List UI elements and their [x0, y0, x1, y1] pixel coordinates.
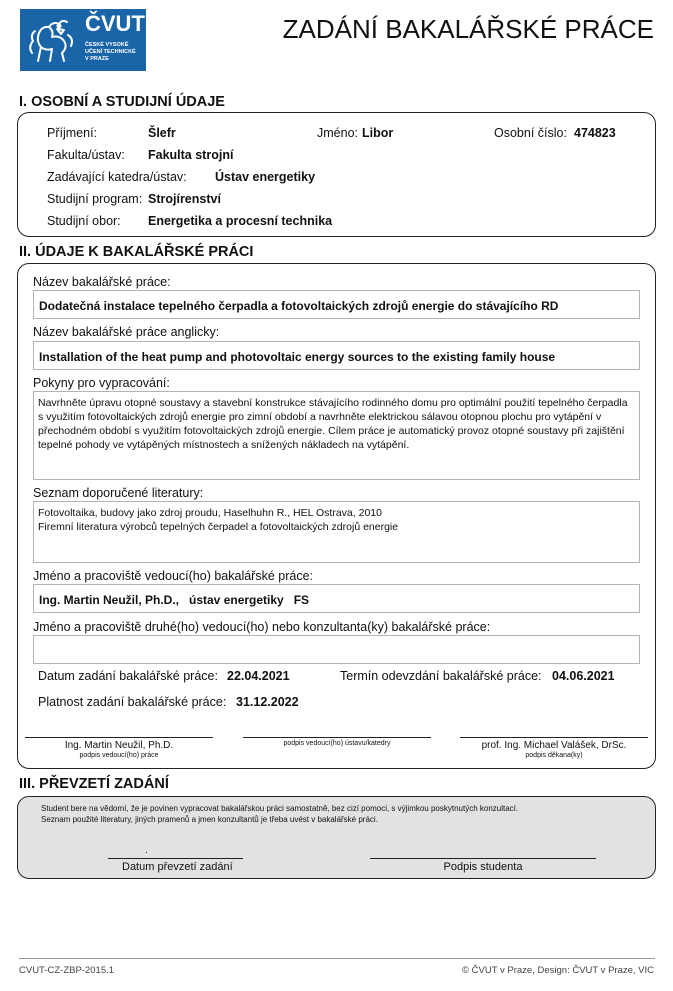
footer-divider [19, 958, 655, 959]
instructions-field [33, 391, 640, 480]
date-dot: . [145, 845, 148, 856]
supervisor-value: Ing. Martin Neužil, Ph.D., ústav energetiky FS [39, 593, 310, 607]
study-field-label: Studijní obor: [47, 214, 121, 228]
faculty-label: Fakulta/ústav: [47, 148, 125, 162]
date-assigned-value: 22.04.2021 [227, 669, 290, 683]
literature-item: Fotovoltaika, budovy jako zdroj proudu, Haselhuhn R., HEL Ostrava, 2010 [38, 507, 382, 519]
supervisor-signature-name: Ing. Martin Neužil, Ph.D. [64, 740, 174, 751]
id-label: Osobní číslo: [494, 126, 567, 140]
thesis-title-en-field [33, 341, 640, 370]
signature-line-head [243, 737, 431, 738]
instructions-text: Navrhněte úpravu otopné soustavy a stavební konstrukce stávajícího rodinného domu pro optimální použití tepelného čerpadla s využitím fotovoltaických zdrojů energie pro zimní období a navrhněte elektrickou sálavou otopnou plochu pro vytápění v přechodném období s využitím fotovoltaických zdrojů energie. Cílem práce je automatický provoz otopné soustavy při zajištění tepelné pohody ve vytápěných místnostech a snížených nákladech na vytápění. [38, 397, 628, 451]
student-signature-line [370, 858, 596, 859]
dean-signature-name: prof. Ing. Michael Valášek, DrSc. [481, 740, 627, 751]
program-value: Strojírenství [148, 192, 221, 206]
date-assigned-label: Datum zadání bakalářské práce: [38, 669, 218, 683]
footer-copyright: © ČVUT v Praze, Design: ČVUT v Praze, VIC [462, 965, 654, 976]
handover-statement [41, 803, 518, 825]
second-supervisor-label: Jméno a pracoviště druhé(ho) vedoucí(ho) nebo konzultanta(ky) bakalářské práce: [33, 620, 491, 634]
signature-line-supervisor [25, 737, 213, 738]
deadline-value: 04.06.2021 [552, 669, 615, 683]
instructions-label: Pokyny pro vypracování: [33, 376, 170, 390]
validity-value: 31.12.2022 [236, 695, 299, 709]
handover-line-1: Student bere na vědomí, že je povinen vypracovat bakalářskou práci samostatně, bez cizí pomoci, s výjimkou poskytnutých konzultací. [41, 804, 519, 813]
supervisor-label: Jméno a pracoviště vedoucí(ho) bakalářské práce: [33, 569, 314, 583]
section1-heading: I. OSOBNÍ A STUDIJNÍ ÚDAJE [19, 94, 225, 110]
handover-line-2: Seznam použité literatury, jiných pramenů a jmen konzultantů je třeba uvést v bakalářské práci. [41, 815, 378, 824]
student-signature-caption: Podpis studenta [443, 861, 523, 873]
cvut-logo [20, 9, 146, 71]
deadline-label: Termín odevzdání bakalářské práce: [340, 669, 542, 683]
department-value: Ústav energetiky [215, 170, 316, 184]
department-label: Zadávající katedra/ústav: [47, 170, 187, 184]
surname-label: Příjmení: [47, 126, 98, 140]
date-received-line [108, 858, 243, 859]
lion-emblem-icon [24, 13, 78, 67]
validity-label: Platnost zadání bakalářské práce: [38, 695, 227, 709]
page-title: ZADÁNÍ BAKALÁŘSKÉ PRÁCE [282, 14, 654, 44]
footer-form-code: CVUT-CZ-ZBP-2015.1 [19, 965, 115, 976]
thesis-title-en-label: Název bakalářské práce anglicky: [33, 325, 220, 339]
thesis-title-field [33, 290, 640, 319]
logo-wordmark: ČVUT [85, 11, 145, 36]
literature-item: Firemní literatura výrobců tepelných čerpadel a fotovoltaických zdrojů energie [38, 521, 399, 533]
study-field-value: Energetika a procesní technika [148, 214, 333, 228]
surname-value: Šlefr [148, 126, 176, 140]
section3-heading: III. PŘEVZETÍ ZADÁNÍ [19, 776, 169, 792]
logo-subtitle: ČESKÉ VYSOKÉ UČENÍ TECHNICKÉ V PRAZE [85, 42, 136, 62]
signature-line-dean [460, 737, 648, 738]
head-signature-caption: podpis vedoucí(ho) ústavu/katedry [283, 740, 391, 747]
supervisor-signature-caption: podpis vedoucí(ho) práce [79, 752, 159, 759]
literature-field [33, 501, 640, 563]
id-value: 474823 [574, 126, 616, 140]
section2-heading: II. ÚDAJE K BAKALÁŘSKÉ PRÁCI [19, 244, 254, 260]
dean-signature-caption: podpis děkana(ky) [525, 752, 583, 759]
date-received-caption: Datum převzetí zadání [122, 861, 233, 873]
literature-label: Seznam doporučené literatury: [33, 486, 204, 500]
second-supervisor-field [33, 635, 640, 664]
supervisor-field [33, 584, 640, 613]
faculty-value: Fakulta strojní [148, 148, 234, 162]
thesis-title-value: Dodatečná instalace tepelného čerpadla a fotovoltaických zdrojů energie do stávajícího RD [39, 299, 559, 313]
thesis-title-en-value: Installation of the heat pump and photovoltaic energy sources to the existing family house [39, 350, 556, 364]
program-label: Studijní program: [47, 192, 143, 206]
name-label: Jméno: [317, 126, 358, 140]
thesis-title-label: Název bakalářské práce: [33, 275, 171, 289]
name-value: Libor [362, 126, 394, 140]
literature-list [38, 506, 633, 534]
